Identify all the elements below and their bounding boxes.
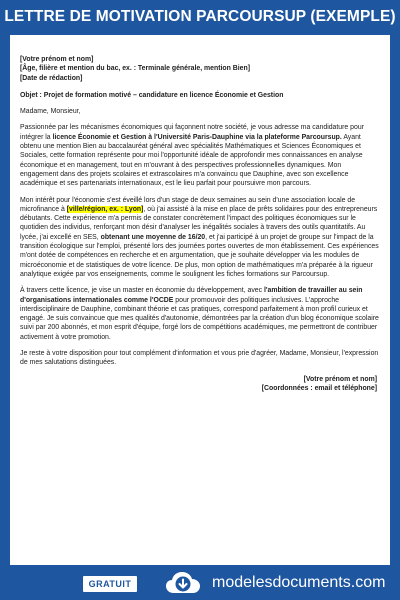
bold-span: l'ambition de travailler au sein d'organisations internationales comme l'OCDE	[20, 287, 363, 304]
bold-span: licence Économie et Gestion à l'Université Paris-Dauphine via la plateforme Parcoursup.	[52, 133, 342, 141]
footer-bar	[0, 566, 400, 600]
text-span: À travers cette licence, je vise un master en économie du développement, avec	[20, 287, 264, 295]
page-title: LETTRE DE MOTIVATION PARCOURSUP (EXEMPLE)	[4, 8, 396, 25]
letter-salutation: Madame, Monsieur,	[20, 108, 81, 116]
signature-block	[20, 375, 380, 394]
paragraph-1	[20, 123, 380, 188]
text-span: , et j'ai participé à un projet de groupe sur l'impact de la transition écologique sur l'emploi, présenté lors des journées portes ouvertes de mon établissement. Ces expériences m'ont dotée de compétences en recherche et en argumentation, que je souhaite développer via les modules de microéconomie et de statistiques de votre licence. De plus, mon option de mathématiques m'a préparée à la rigueur analytique exigée par vos enseignements, comme le soulignent les fiches formations sur Parcoursup.	[20, 233, 379, 278]
letter-document	[10, 35, 390, 565]
signature-contact: [Coordonnées : email et téléphone]	[261, 384, 377, 392]
sender-block	[20, 55, 380, 83]
sender-name: [Votre prénom et nom]	[20, 56, 94, 63]
bold-span: obtenant une moyenne de 16/20	[100, 233, 206, 241]
letter-subject: Objet : Projet de formation motivé – candidature en licence Économie et Gestion	[20, 91, 284, 99]
signature-name: [Votre prénom et nom]	[303, 375, 377, 383]
text-span: Mon intérêt pour l'économie s'est éveillé lors d'un stage de deux semaines au sein d'une association locale de microfinance à	[20, 196, 356, 213]
paragraph-closing: Je reste à votre disposition pour tout complément d'information et vous prie d'agréer, Madame, Monsieur, l'expression de mes salutations distinguées.	[20, 350, 379, 367]
text-span: , où j'ai assisté à la mise en place de prêts solidaires pour des entrepreneurs débutants. Cette expérience m'a permis de constater concrètement l'impact des politiques économiques sur le quotidien des individus, renforçant mon désir d'analyser les inégalités sociales à travers des outils quantitatifs. Au lycée, j'ai excellé en SES,	[20, 205, 378, 241]
text-span: Passionnée par les mécanismes économiques qui façonnent notre société, je vous adresse ma candidature pour intégrer la	[20, 124, 364, 141]
paragraph-2	[20, 196, 380, 280]
text-span: Ayant obtenu une mention Bien au baccalauréat général avec spécialités Mathématiques et Sciences Économiques et Sociales, cette formation représente pour moi l'opportunité idéale de approfondir mes connaissances en analyse économique et en management, tout en m'ouvrant à des perspectives professionnelles dynamiques. Mon engagement dans des projets scolaires et extrascolaires m'a convaincu que Dauphine, avec son excellence académique et ses partenariats internationaux, est le lieu parfait pour poursuivre mon parcours.	[20, 133, 363, 188]
paragraph-3	[20, 286, 380, 342]
site-brand[interactable]: modelesdocuments.com	[212, 574, 386, 591]
cloud-download-icon	[165, 570, 201, 596]
sender-details: [Âge, filière et mention du bac, ex. : Terminale générale, mention Bien]	[20, 65, 250, 73]
sender-date: [Date de rédaction]	[20, 74, 83, 82]
highlighted-placeholder: [ville/région, ex. : Lyon]	[66, 205, 144, 213]
free-badge: GRATUIT	[83, 576, 137, 592]
text-span: pour promouvoir des politiques inclusives. L'approche interdisciplinaire de Dauphine, combinant théorie et cas pratiques, correspond parfaitement à mon profil curieux et engagé. Je suis convaincue que mes qualités d'autonomie, démontrées par la création d'un blog économique scolaire suivi par 200 abonnés, et mon esprit d'équipe, forgé lors de compétitions académiques, me permettront de contribuer activement à votre promotion.	[20, 296, 379, 341]
